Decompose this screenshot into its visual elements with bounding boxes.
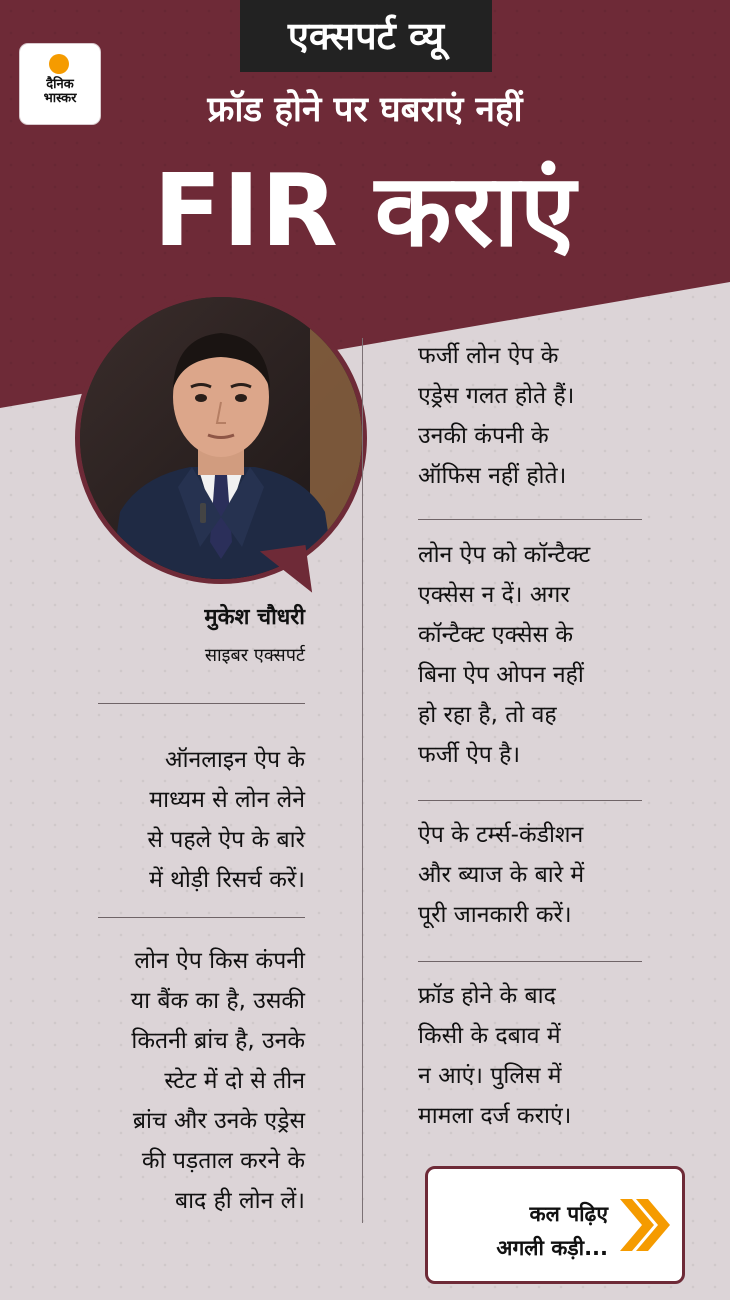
next-part-text: कल पढ़िए अगली कड़ी... xyxy=(496,1202,608,1260)
expert-role: साइबर एक्सपर्ट xyxy=(204,645,305,666)
headline-title: FIR कराएं xyxy=(153,152,577,269)
tip-right-3: ऐप के टर्म्स-कंडीशन और ब्याज के बारे में पूरी जानकारी करें। xyxy=(418,822,585,928)
expert-view-tag: एक्सपर्ट व्यू xyxy=(240,0,492,72)
tip-right-4: फ्रॉड होने के बाद किसी के दबाव में न आएं। पुलिस में मामला दर्ज कराएं। xyxy=(418,983,572,1129)
logo-text: दैनिक भास्कर xyxy=(43,77,77,106)
expert-photo xyxy=(75,292,367,584)
portrait-illustration xyxy=(80,297,362,579)
separator-line xyxy=(98,703,305,704)
expert-name: मुकेश चौधरी xyxy=(204,605,305,630)
next-part-card[interactable] xyxy=(425,1166,685,1284)
separator-line xyxy=(418,961,642,962)
column-divider xyxy=(362,338,363,1223)
tip-left-2: लोन ऐप किस कंपनी या बैंक का है, उसकी कितनी ब्रांच है, उनके स्टेट में दो से तीन ब्रांच और उनके एड्रेस की पड़ताल करने के बाद ही लोन लें। xyxy=(130,948,305,1214)
separator-line xyxy=(418,800,642,801)
double-chevron-right-icon xyxy=(616,1195,672,1255)
sun-icon xyxy=(49,54,69,74)
separator-line xyxy=(98,917,305,918)
tip-right-2: लोन ऐप को कॉन्टैक्ट एक्सेस न दें। अगर कॉन्टैक्ट एक्सेस के बिना ऐप ओपन नहीं हो रहा है, तो वह फर्जी ऐप है। xyxy=(418,542,591,768)
headline-subtitle: फ्रॉड होने पर घबराएं नहीं xyxy=(207,90,523,130)
dainik-bhaskar-logo xyxy=(20,44,100,124)
tip-left-1: ऑनलाइन ऐप के माध्यम से लोन लेने से पहले ऐप के बारे में थोड़ी रिसर्च करें। xyxy=(147,747,305,893)
photo-speech-tail xyxy=(260,545,312,599)
separator-line xyxy=(418,519,642,520)
tip-right-1: फर्जी लोन ऐप के एड्रेस गलत होते हैं। उनकी कंपनी के ऑफिस नहीं होते। xyxy=(418,343,575,489)
